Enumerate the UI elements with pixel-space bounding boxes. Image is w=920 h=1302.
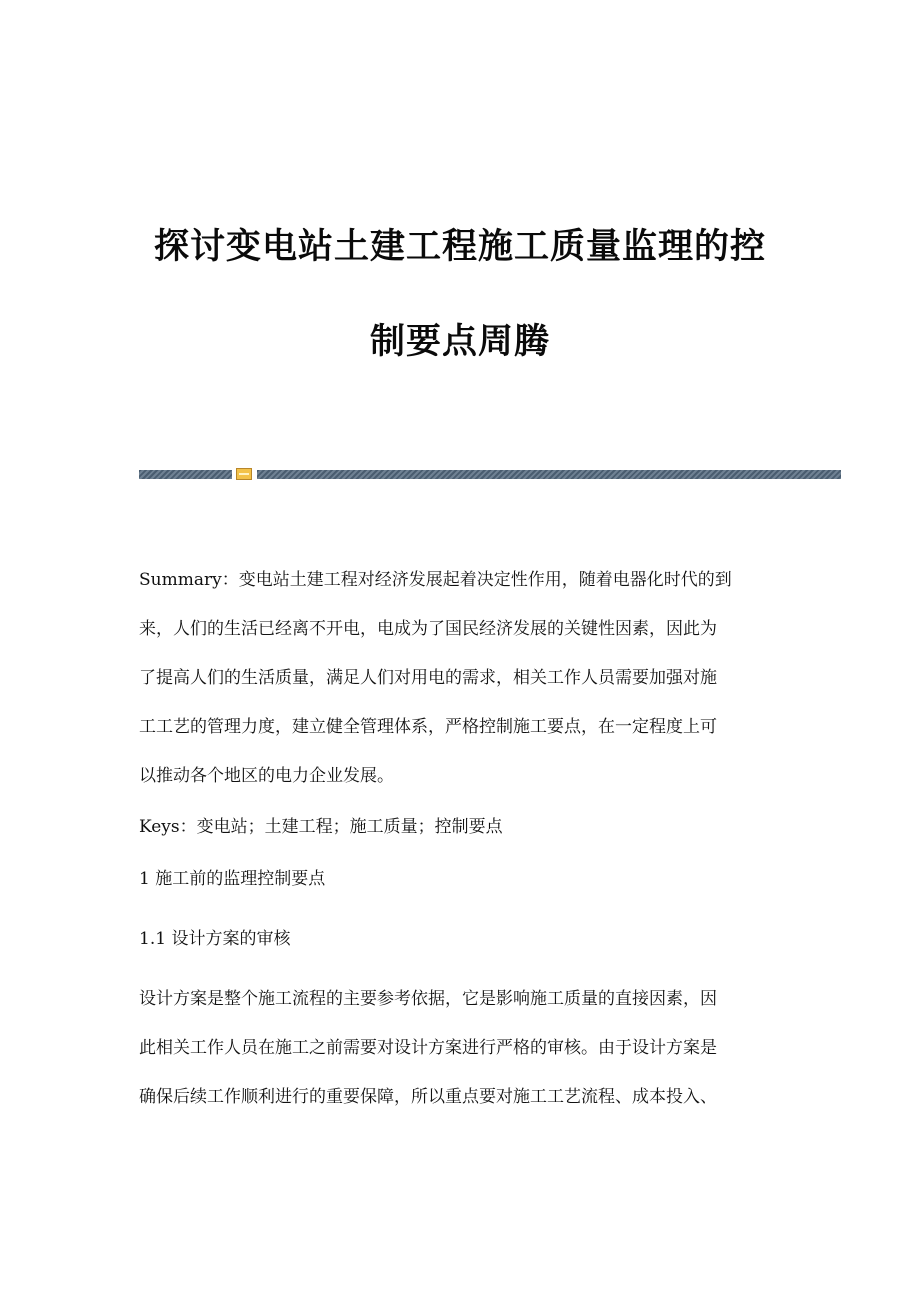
- summary-paragraph: [139, 556, 779, 801]
- section-heading-1: 1 施工前的监理控制要点: [139, 869, 326, 889]
- paragraph-line: 设计方案是整个施工流程的主要参考依据，它是影响施工质量的直接因素，因: [139, 989, 717, 1009]
- summary-line: 工工艺的管理力度，建立健全管理体系，严格控制施工要点，在一定程度上可: [139, 717, 717, 737]
- paragraph-line: 确保后续工作顺利进行的重要保障，所以重点要对施工工艺流程、成本投入、: [139, 1087, 717, 1107]
- keywords-line: Keys：变电站；土建工程；施工质量；控制要点: [139, 817, 503, 837]
- summary-line: 以推动各个地区的电力企业发展。: [139, 766, 394, 786]
- title-divider-left: [139, 470, 232, 479]
- subsection-heading-1-1: 1.1 设计方案的审核: [139, 929, 291, 949]
- summary-line: 来，人们的生活已经离不开电，电成为了国民经济发展的关键性因素，因此为: [139, 619, 717, 639]
- paragraph-line: 此相关工作人员在施工之前需要对设计方案进行严格的审核。由于设计方案是: [139, 1038, 717, 1058]
- summary-line: Summary：变电站土建工程对经济发展起着决定性作用，随着电器化时代的到: [139, 570, 732, 590]
- document-title-line-1: 探讨变电站土建工程施工质量监理的控: [153, 227, 766, 267]
- body-paragraph: [139, 975, 779, 1122]
- title-divider-right: [257, 470, 841, 479]
- summary-line: 了提高人们的生活质量，满足人们对用电的需求，相关工作人员需要加强对施: [139, 668, 717, 688]
- document-title-line-2: 制要点周腾: [369, 322, 550, 362]
- divider-ornament-icon: [236, 468, 252, 480]
